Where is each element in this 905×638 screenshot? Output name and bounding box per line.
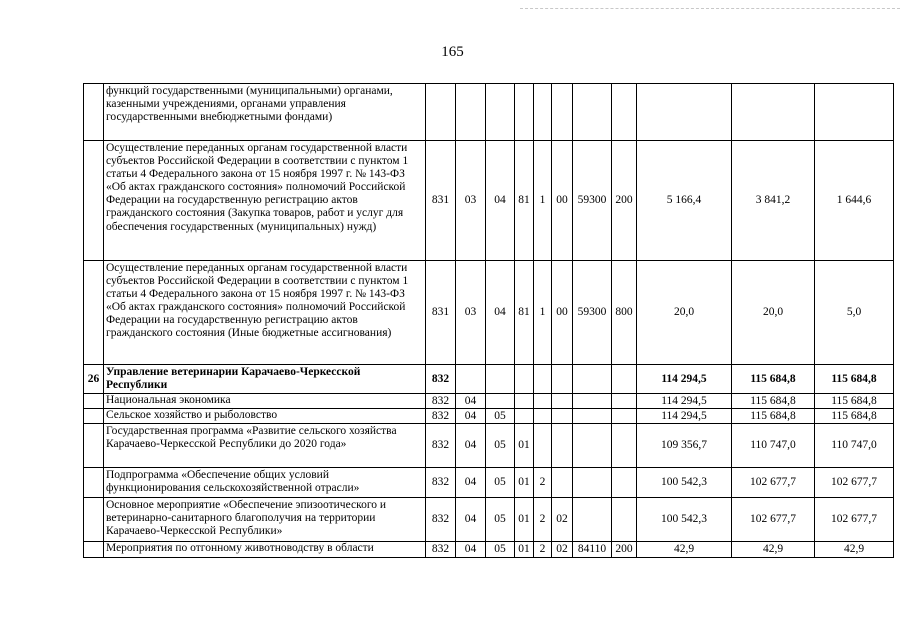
code-cs2: 1 <box>534 141 552 261</box>
code-cs2 <box>534 84 552 141</box>
code-pr: 05 <box>486 409 515 424</box>
code-cs3: 02 <box>552 542 573 558</box>
code-vr <box>612 498 637 542</box>
code-rz: 04 <box>456 542 486 558</box>
row-number <box>84 498 104 542</box>
code-cs3 <box>552 409 573 424</box>
code-vr <box>612 365 637 394</box>
code-rz: 04 <box>456 424 486 468</box>
amount-year1: 42,9 <box>637 542 732 558</box>
row-number <box>84 424 104 468</box>
code-cs2: 2 <box>534 542 552 558</box>
row-number <box>84 84 104 141</box>
row-number <box>84 409 104 424</box>
row-number <box>84 468 104 498</box>
code-vr: 200 <box>612 542 637 558</box>
amount-year1: 109 356,7 <box>637 424 732 468</box>
code-rz: 04 <box>456 409 486 424</box>
code-cs2 <box>534 409 552 424</box>
amount-year2: 42,9 <box>732 542 815 558</box>
code-cs4 <box>573 394 612 409</box>
code-ved: 832 <box>426 468 456 498</box>
code-cs2: 2 <box>534 468 552 498</box>
code-ved: 832 <box>426 542 456 558</box>
budget-table <box>83 83 894 558</box>
code-rz <box>456 84 486 141</box>
code-cs2: 1 <box>534 261 552 365</box>
code-cs4 <box>573 409 612 424</box>
table-row <box>84 468 894 498</box>
table-body <box>84 84 894 558</box>
code-pr: 05 <box>486 542 515 558</box>
code-cs1 <box>515 409 534 424</box>
code-ved: 831 <box>426 261 456 365</box>
code-pr: 05 <box>486 468 515 498</box>
code-pr: 04 <box>486 141 515 261</box>
code-cs1: 01 <box>515 424 534 468</box>
code-rz: 04 <box>456 468 486 498</box>
amount-year2: 110 747,0 <box>732 424 815 468</box>
code-ved: 832 <box>426 365 456 394</box>
amount-year2: 115 684,8 <box>732 394 815 409</box>
code-ved: 831 <box>426 141 456 261</box>
row-name: Основное мероприятие «Обеспечение эпизоотического и ветеринарно-санитарного благополучия на территории Карачаево-Черкесской Республики» <box>104 498 426 542</box>
amount-year3: 115 684,8 <box>815 409 894 424</box>
amount-year3: 110 747,0 <box>815 424 894 468</box>
table-row <box>84 365 894 394</box>
table-row <box>84 498 894 542</box>
code-pr <box>486 394 515 409</box>
code-cs2: 2 <box>534 498 552 542</box>
code-ved: 832 <box>426 409 456 424</box>
amount-year3: 115 684,8 <box>815 365 894 394</box>
amount-year1: 114 294,5 <box>637 409 732 424</box>
code-rz: 03 <box>456 141 486 261</box>
amount-year2: 102 677,7 <box>732 498 815 542</box>
code-cs4 <box>573 424 612 468</box>
amount-year2: 3 841,2 <box>732 141 815 261</box>
row-number <box>84 261 104 365</box>
code-cs4 <box>573 365 612 394</box>
code-cs1 <box>515 394 534 409</box>
amount-year2: 115 684,8 <box>732 365 815 394</box>
code-vr <box>612 468 637 498</box>
amount-year3: 1 644,6 <box>815 141 894 261</box>
row-name: Подпрограмма «Обеспечение общих условий функционирования сельскохозяйственной отрасли» <box>104 468 426 498</box>
code-cs4 <box>573 468 612 498</box>
code-rz: 04 <box>456 498 486 542</box>
code-cs1: 81 <box>515 261 534 365</box>
row-name: функций государственными (муниципальными) органами, казенными учреждениями, органами управления государственными внебюджетными фондами) <box>104 84 426 141</box>
amount-year2: 115 684,8 <box>732 409 815 424</box>
code-cs4: 59300 <box>573 141 612 261</box>
row-name: Осуществление переданных органам государственной власти субъектов Российской Федерации в соответствии с пунктом 1 статьи 4 Федерального закона от 15 ноября 1997 г. № 143-ФЗ «Об актах гражданского состояния» полномочий Российской Федерации на государственную регистрацию актов гражданского состояния (Закупка товаров, работ и услуг для обеспечения государственных (муниципальных) нужд) <box>104 141 426 261</box>
code-cs1 <box>515 365 534 394</box>
code-cs3 <box>552 468 573 498</box>
code-rz: 04 <box>456 394 486 409</box>
code-cs1 <box>515 84 534 141</box>
code-cs1: 01 <box>515 498 534 542</box>
amount-year1: 114 294,5 <box>637 394 732 409</box>
code-pr: 05 <box>486 424 515 468</box>
code-cs2 <box>534 424 552 468</box>
code-cs2 <box>534 394 552 409</box>
code-pr: 05 <box>486 498 515 542</box>
page-number: 165 <box>441 44 464 60</box>
table-row <box>84 542 894 558</box>
code-pr <box>486 365 515 394</box>
amount-year3: 5,0 <box>815 261 894 365</box>
code-cs3 <box>552 84 573 141</box>
amount-year1: 114 294,5 <box>637 365 732 394</box>
code-ved: 832 <box>426 424 456 468</box>
amount-year1 <box>637 84 732 141</box>
row-name: Сельское хозяйство и рыболовство <box>104 409 426 424</box>
table-row <box>84 261 894 365</box>
code-pr <box>486 84 515 141</box>
code-vr: 200 <box>612 141 637 261</box>
amount-year2: 102 677,7 <box>732 468 815 498</box>
row-name: Национальная экономика <box>104 394 426 409</box>
code-cs1: 01 <box>515 468 534 498</box>
table-row <box>84 424 894 468</box>
amount-year1: 20,0 <box>637 261 732 365</box>
code-cs1: 81 <box>515 141 534 261</box>
code-ved <box>426 84 456 141</box>
code-cs3 <box>552 424 573 468</box>
row-name: Управление ветеринарии Карачаево-Черкесской Республики <box>104 365 426 394</box>
amount-year3 <box>815 84 894 141</box>
amount-year3: 115 684,8 <box>815 394 894 409</box>
code-cs2 <box>534 365 552 394</box>
amount-year1: 100 542,3 <box>637 468 732 498</box>
table-row <box>84 394 894 409</box>
table-row <box>84 141 894 261</box>
row-number <box>84 542 104 558</box>
amount-year1: 5 166,4 <box>637 141 732 261</box>
row-name: Мероприятия по отгонному животноводству в области <box>104 542 426 558</box>
code-vr <box>612 409 637 424</box>
row-name: Осуществление переданных органам государственной власти субъектов Российской Федерации в соответствии с пунктом 1 статьи 4 Федерального закона от 15 ноября 1997 г. № 143-ФЗ «Об актах гражданского состояния» полномочий Российской Федерации на государственную регистрацию актов гражданского состояния (Иные бюджетные ассигнования) <box>104 261 426 365</box>
code-cs3: 02 <box>552 498 573 542</box>
amount-year3: 102 677,7 <box>815 498 894 542</box>
row-number <box>84 141 104 261</box>
code-vr <box>612 394 637 409</box>
code-cs1: 01 <box>515 542 534 558</box>
amount-year2 <box>732 84 815 141</box>
code-rz: 03 <box>456 261 486 365</box>
code-vr <box>612 424 637 468</box>
code-pr: 04 <box>486 261 515 365</box>
code-rz <box>456 365 486 394</box>
amount-year1: 100 542,3 <box>637 498 732 542</box>
table-row <box>84 84 894 141</box>
code-cs4 <box>573 84 612 141</box>
code-cs3 <box>552 365 573 394</box>
amount-year2: 20,0 <box>732 261 815 365</box>
code-ved: 832 <box>426 498 456 542</box>
scan-edge-line <box>520 8 900 9</box>
table-row <box>84 409 894 424</box>
code-cs3: 00 <box>552 141 573 261</box>
code-vr: 800 <box>612 261 637 365</box>
code-cs4: 84110 <box>573 542 612 558</box>
row-number <box>84 394 104 409</box>
code-ved: 832 <box>426 394 456 409</box>
code-cs3 <box>552 394 573 409</box>
row-number: 26 <box>84 365 104 394</box>
amount-year3: 42,9 <box>815 542 894 558</box>
code-cs3: 00 <box>552 261 573 365</box>
amount-year3: 102 677,7 <box>815 468 894 498</box>
row-name: Государственная программа «Развитие сельского хозяйства Карачаево-Черкесской Республики до 2020 года» <box>104 424 426 468</box>
code-cs4 <box>573 498 612 542</box>
code-vr <box>612 84 637 141</box>
code-cs4: 59300 <box>573 261 612 365</box>
